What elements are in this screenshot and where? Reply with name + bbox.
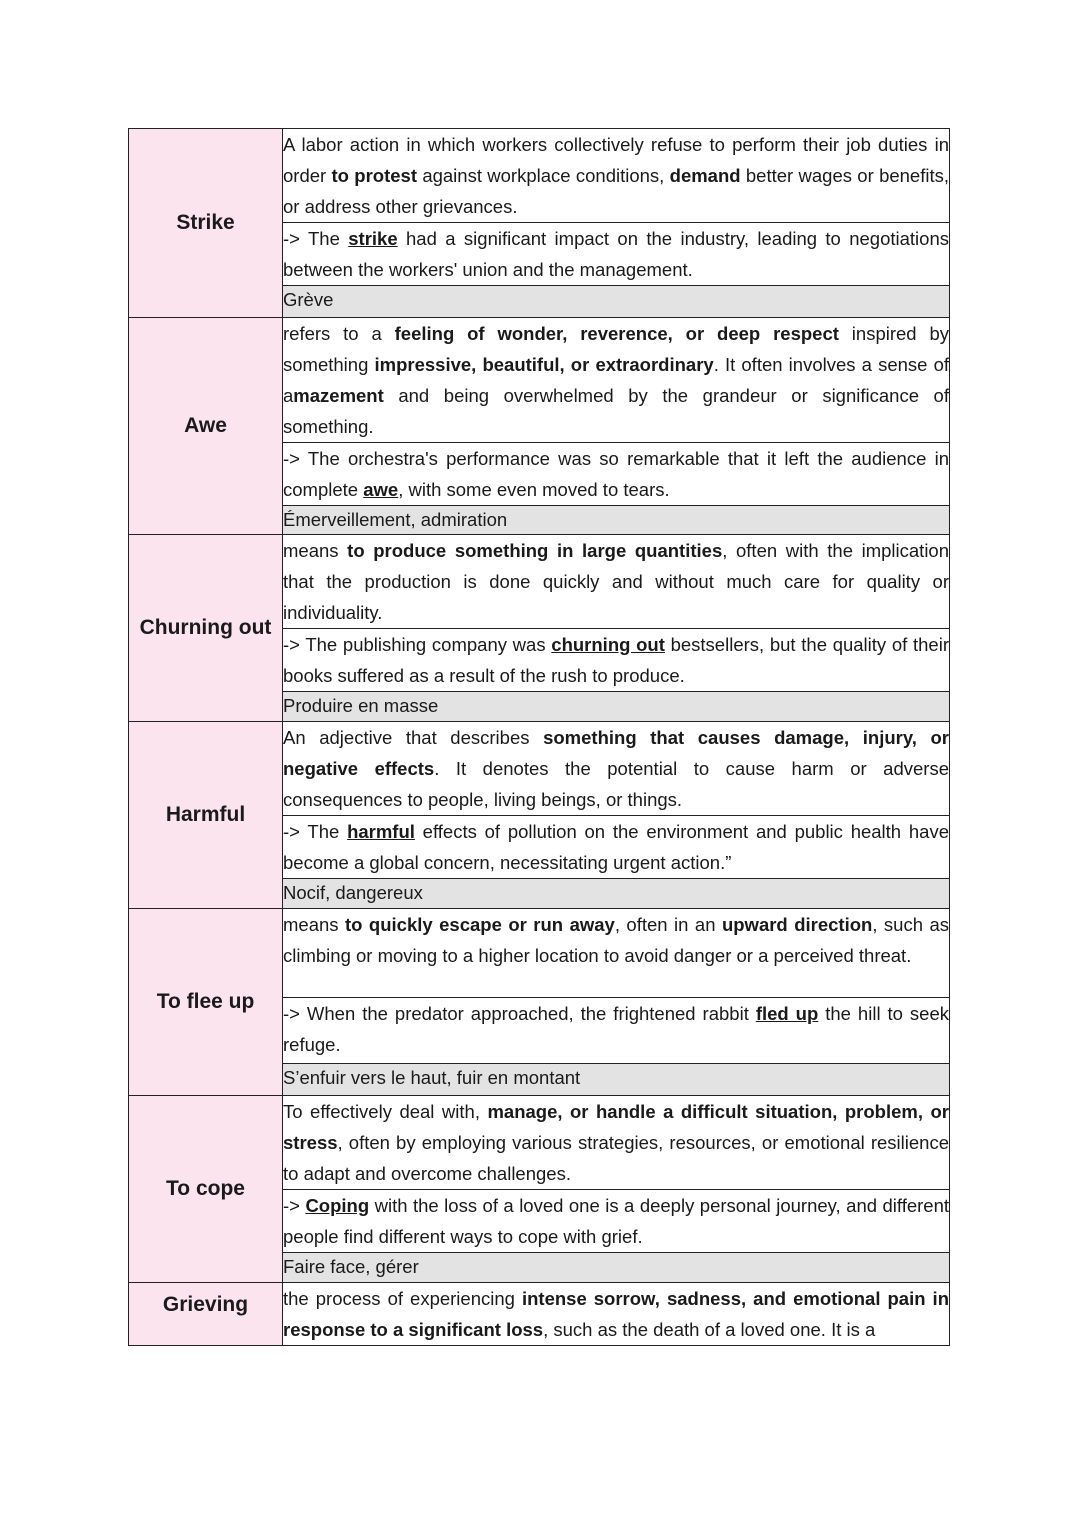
example-text: the hill to seek refuge. xyxy=(283,1003,955,1056)
term-cell xyxy=(129,1283,283,1346)
example-keyword: awe xyxy=(363,479,399,500)
definition-text: . It often involves a sense of a xyxy=(283,354,955,406)
entry-grieving-definition-row xyxy=(129,1283,950,1346)
translation-text: Grève xyxy=(283,289,334,310)
translation-text: Nocif, dangereux xyxy=(283,882,423,903)
definition-text: and being overwhelmed by the grandeur or significance of something. xyxy=(283,385,955,437)
definition-text: better wages or benefits, or address other grievances. xyxy=(283,165,955,217)
definition-keyphrase: something that causes damage, injury, or negative effects xyxy=(283,727,949,779)
example-text: bestsellers, but the quality of their books suffered as a result of the rush to produce. xyxy=(283,634,955,686)
term-label: To cope xyxy=(166,1177,245,1200)
definition-text: , such as the death of a loved one. It is a xyxy=(543,1319,876,1340)
definition-text: An adjective that describes xyxy=(283,727,544,748)
definition-text: . It denotes the potential to cause harm or adverse consequences to people, living beings, or things. xyxy=(283,758,955,810)
definition-keyphrase: mazement xyxy=(293,385,384,406)
definition-text: against workplace conditions, xyxy=(417,165,670,186)
example-text: -> When the predator approached, the frightened rabbit xyxy=(283,1003,756,1025)
entry-awe-definition-row xyxy=(129,318,950,443)
entry-to-flee-up-definition-row xyxy=(129,909,950,998)
example-keyword: strike xyxy=(348,228,398,249)
vocabulary-table xyxy=(128,128,955,1346)
term-label: Harmful xyxy=(165,803,246,826)
example-text: -> The publishing company was xyxy=(283,634,552,655)
definition-keyphrase: to produce something in large quantities xyxy=(347,540,723,561)
definition-text: A labor action in which workers collectively refuse to perform their job duties in order xyxy=(283,134,955,186)
entry-strike-definition-row xyxy=(129,129,950,223)
example-text: , with some even moved to tears. xyxy=(398,479,670,500)
definition-cell xyxy=(283,318,955,443)
definition-keyphrase: manage, or handle a difficult situation, problem, or stress xyxy=(283,1101,949,1153)
definition-keyphrase: demand xyxy=(669,165,741,186)
example-cell xyxy=(283,1190,955,1253)
definition-cell xyxy=(283,1283,950,1346)
translation-cell xyxy=(283,1064,950,1096)
definition-keyphrase: impressive, beautiful, or extraordinary xyxy=(374,354,714,375)
translation-text: S’enfuir vers le haut, fuir en montant xyxy=(283,1067,581,1089)
example-cell xyxy=(283,998,955,1064)
example-text: effects of pollution on the environment and public health have become a global concern, necessitating urgent action.” xyxy=(283,821,955,873)
definition-keyphrase: upward direction xyxy=(721,914,873,935)
term-cell xyxy=(129,318,283,535)
example-text: -> The orchestra's performance was so remarkable that it left the audience in complete xyxy=(283,448,955,500)
example-keyword: fled up xyxy=(755,1003,819,1025)
definition-text: the process of experiencing xyxy=(283,1288,522,1309)
translation-text: Faire face, gérer xyxy=(283,1256,419,1277)
definition-text: means xyxy=(283,914,345,935)
example-text: with the loss of a loved one is a deeply personal journey, and different people find different ways to cope with grief. xyxy=(283,1195,955,1247)
definition-keyphrase: to protest xyxy=(331,165,417,186)
translation-cell xyxy=(283,506,950,535)
definition-text: inspired by something xyxy=(283,323,955,375)
definition-text: To effectively deal with, xyxy=(283,1101,488,1122)
translation-cell xyxy=(283,1253,950,1283)
example-keyword: harmful xyxy=(347,821,415,842)
term-label: To flee up xyxy=(156,990,255,1013)
definition-text: , often in an xyxy=(614,914,722,935)
entry-harmful-definition-row xyxy=(129,722,950,816)
term-cell xyxy=(129,535,283,722)
definition-cell xyxy=(283,129,955,223)
definition-text: , often by employing various strategies, resources, or emotional resilience to adapt and overcome challenges. xyxy=(283,1132,955,1184)
translation-cell xyxy=(283,879,950,909)
definition-cell xyxy=(283,909,955,998)
translation-text: Produire en masse xyxy=(283,695,439,716)
definition-keyphrase: to quickly escape or run away xyxy=(345,914,615,935)
definition-keyphrase: intense sorrow, sadness, and emotional pain in response to a significant loss xyxy=(283,1288,949,1340)
translation-cell xyxy=(283,692,950,722)
definition-text: , often with the implication that the production is done quickly and without much care for quality or individuality. xyxy=(283,540,955,623)
entry-churning-out-definition-row xyxy=(129,535,950,629)
term-label: Strike xyxy=(176,211,235,234)
term-cell xyxy=(129,129,283,318)
entry-to-cope-definition-row xyxy=(129,1096,950,1190)
example-cell xyxy=(283,629,955,692)
definition-cell xyxy=(283,535,955,629)
term-cell xyxy=(129,722,283,909)
example-cell xyxy=(283,816,955,879)
term-cell xyxy=(129,909,283,1096)
example-text: -> The xyxy=(283,821,348,842)
definition-text: refers to a xyxy=(283,323,395,344)
term-label: Awe xyxy=(184,414,227,437)
term-label: Churning out xyxy=(139,616,272,639)
translation-text: Émerveillement, admiration xyxy=(283,509,508,530)
example-text: had a significant impact on the industry, leading to negotiations between the workers' union and the management. xyxy=(283,228,955,280)
example-cell xyxy=(283,223,955,286)
definition-text: , such as climbing or moving to a higher location to avoid danger or a perceived threat. xyxy=(283,914,955,966)
term-label: Grieving xyxy=(162,1293,249,1316)
example-keyword: Coping xyxy=(305,1195,370,1216)
example-text: -> The xyxy=(283,228,349,249)
example-cell xyxy=(283,443,955,506)
example-text: -> xyxy=(283,1195,306,1216)
term-cell xyxy=(129,1096,283,1283)
definition-cell xyxy=(283,1096,955,1190)
definition-keyphrase: feeling of wonder, reverence, or deep respect xyxy=(394,323,839,344)
translation-cell xyxy=(283,286,950,318)
definition-text: means xyxy=(283,540,348,561)
definition-cell xyxy=(283,722,955,816)
example-keyword: churning out xyxy=(551,634,665,655)
